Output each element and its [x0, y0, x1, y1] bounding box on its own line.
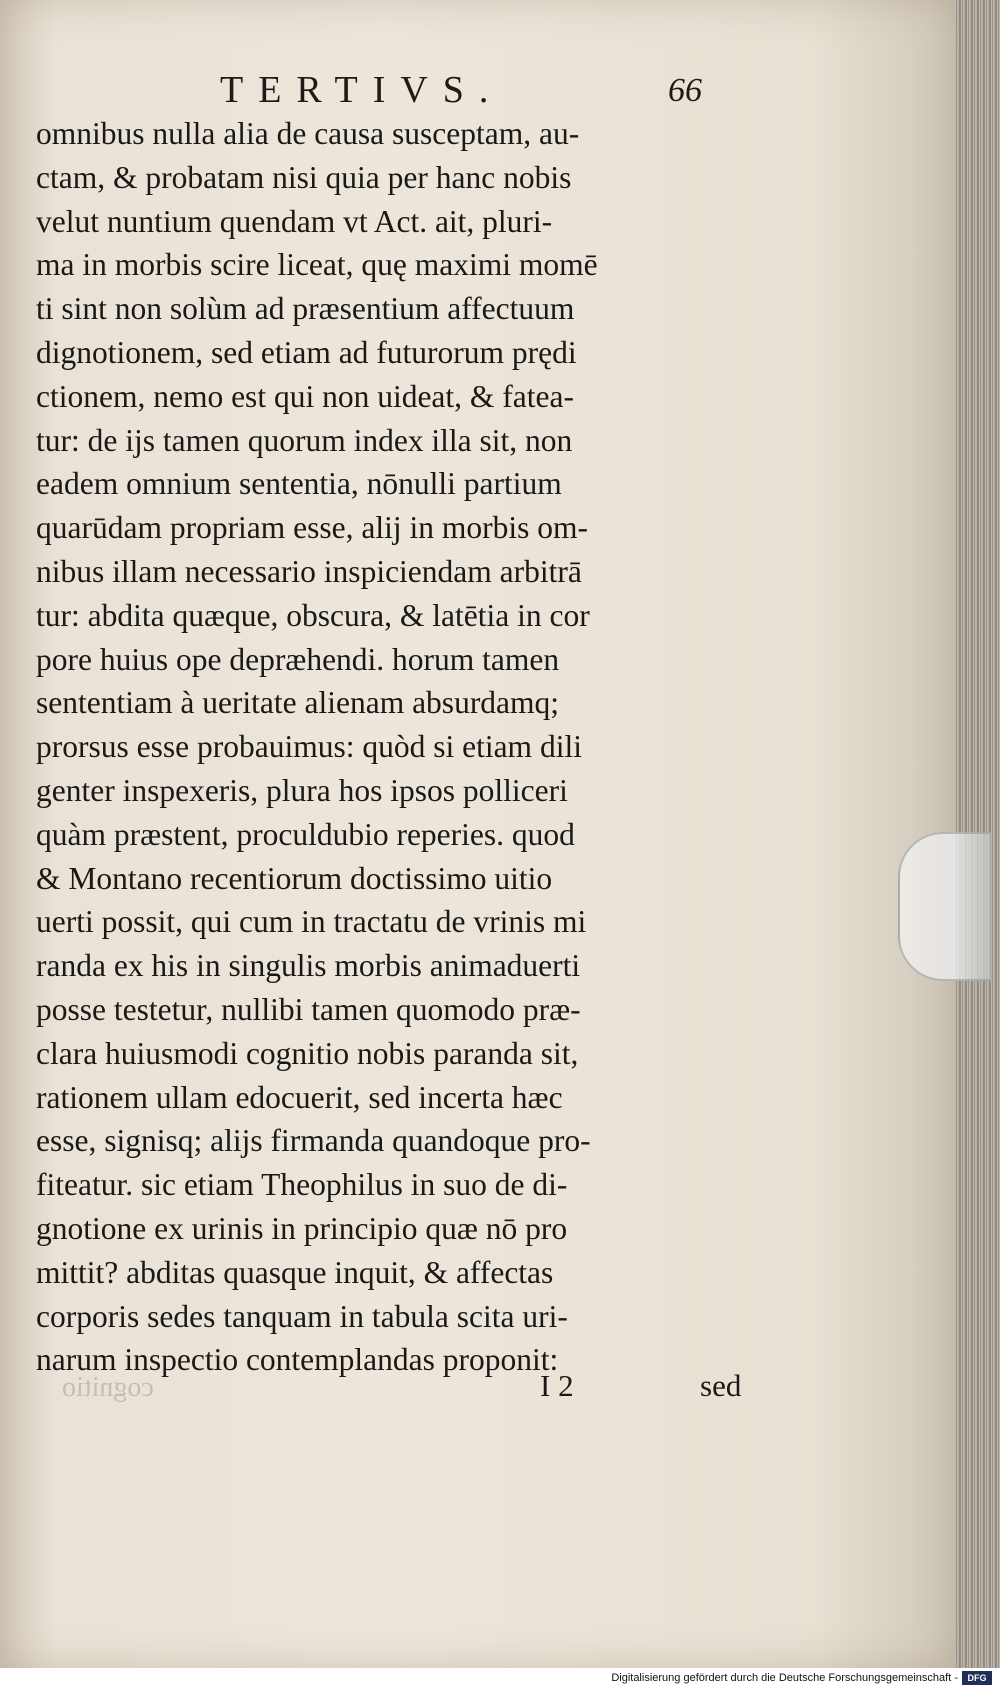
text-line: mittit? abditas quasque inquit, & affectas	[36, 1254, 554, 1290]
signature-mark: I 2	[540, 1368, 574, 1403]
text-line: prorsus esse probauimus: quòd si etiam dili	[36, 729, 582, 765]
text-line: gnotione ex urinis in principio quæ nō pro	[36, 1210, 568, 1246]
text-line: eadem omnium sententia, nōnulli partium	[36, 466, 562, 502]
text-line: ctam, & probatam nisi quia per hanc nobis	[36, 159, 572, 195]
text-line: omnibus nulla alia de causa susceptam, au-	[36, 116, 580, 151]
text-line: tur: abdita quæque, obscura, & latētia in cor	[36, 597, 590, 633]
show-through-text: cognitio	[62, 1372, 154, 1403]
page-clip	[898, 832, 992, 981]
text-line: quàm præstent, proculdubio reperies. quod	[36, 816, 575, 852]
text-line: velut nuntium quendam vt Act. ait, pluri-	[36, 203, 553, 239]
text-line: nibus illam necessario inspiciendam arbitrā	[36, 553, 582, 589]
text-line: narum inspectio contemplandas proponit:	[36, 1342, 559, 1378]
text-line: pore huius ope depræhendi. horum tamen	[36, 641, 560, 677]
text-line: ti sint non solùm ad præsentium affectuum	[36, 291, 575, 327]
text-line: posse testetur, nullibi tamen quomodo præ-	[36, 991, 581, 1027]
text-line: ma in morbis scire liceat, quę maximi momē	[36, 247, 598, 283]
page-number: 66	[668, 72, 702, 109]
funding-credit: Digitalisierung gefördert durch die Deutsche Forschungsgemeinschaft -	[611, 1672, 958, 1684]
page-header	[40, 68, 740, 118]
text-line: tur: de ijs tamen quorum index illa sit, non	[36, 422, 573, 458]
dfg-logo: DFG	[962, 1671, 992, 1685]
text-line: corporis sedes tanquam in tabula scita uri-	[36, 1298, 568, 1334]
text-line: genter inspexeris, plura hos ipsos polliceri	[36, 772, 568, 808]
text-line: ctionem, nemo est qui non uideat, & fatea-	[36, 378, 574, 414]
text-line: rationem ullam edocuerit, sed incerta hæc	[36, 1079, 563, 1115]
text-line: randa ex his in singulis morbis animaduerti	[36, 948, 581, 984]
running-head: TERTIVS.	[220, 69, 504, 111]
text-line: sententiam à ueritate alienam absurdamq;	[36, 685, 560, 721]
body-text	[36, 112, 756, 1382]
catchword: sed	[700, 1368, 742, 1403]
text-line: esse, signisq; alijs firmanda quandoque pro-	[36, 1123, 591, 1159]
text-line: clara huiusmodi cognitio nobis paranda sit,	[36, 1035, 579, 1071]
text-line: & Montano recentiorum doctissimo uitio	[36, 860, 553, 896]
text-line: uerti possit, qui cum in tractatu de vrinis mi	[36, 904, 587, 940]
text-line: fiteatur. sic etiam Theophilus in suo de di-	[36, 1167, 568, 1203]
digitization-footer	[0, 1668, 1000, 1690]
text-line: quarūdam propriam esse, alij in morbis om-	[36, 510, 589, 546]
page-footer-marks	[520, 1368, 760, 1413]
text-line: dignotionem, sed etiam ad futurorum prędi	[36, 334, 577, 370]
